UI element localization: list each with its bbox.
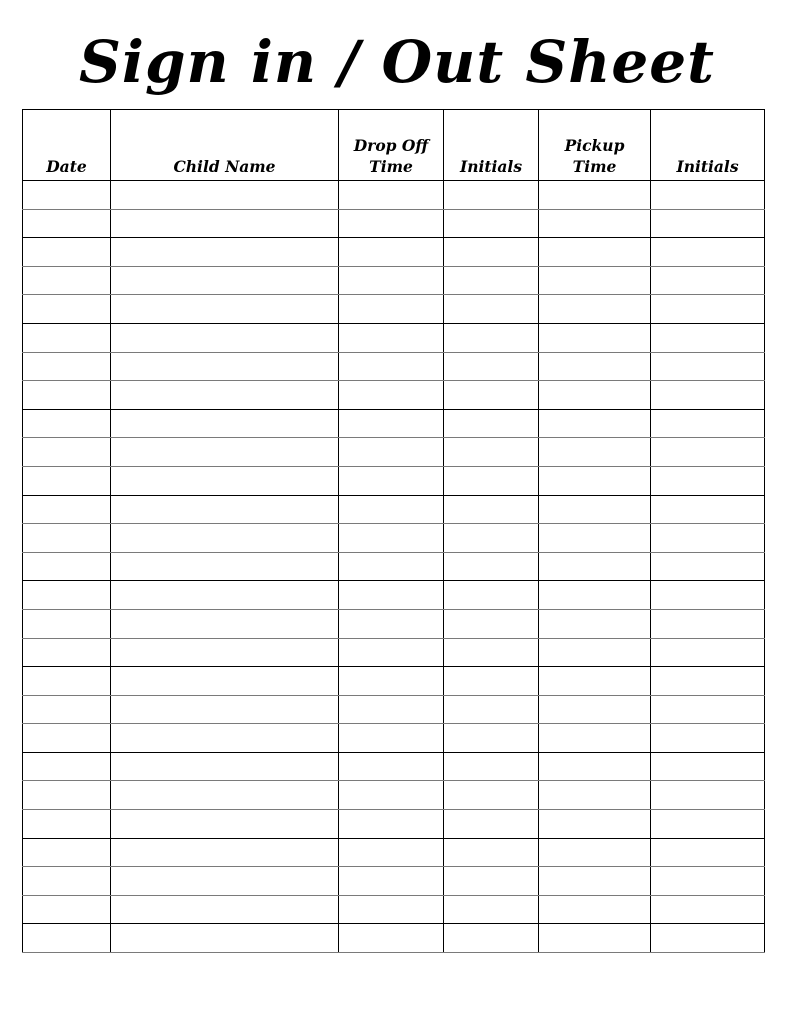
column-header-drop-off-time: Drop Off Time: [339, 110, 444, 181]
table-row: [23, 638, 765, 667]
cell-date[interactable]: [23, 552, 111, 581]
cell-date[interactable]: [23, 581, 111, 610]
cell-pickup-initials[interactable]: [651, 266, 765, 295]
cell-pickup-time[interactable]: [539, 352, 651, 381]
cell-pickup-time[interactable]: [539, 495, 651, 524]
cell-drop-off-time[interactable]: [339, 781, 444, 810]
cell-date[interactable]: [23, 181, 111, 210]
cell-pickup-time[interactable]: [539, 238, 651, 267]
cell-drop-off-initials[interactable]: [444, 295, 539, 324]
cell-pickup-initials[interactable]: [651, 867, 765, 896]
cell-drop-off-time[interactable]: [339, 638, 444, 667]
cell-pickup-time[interactable]: [539, 638, 651, 667]
cell-drop-off-initials[interactable]: [444, 524, 539, 553]
cell-pickup-initials[interactable]: [651, 781, 765, 810]
cell-child-name[interactable]: [111, 609, 339, 638]
cell-child-name[interactable]: [111, 752, 339, 781]
cell-drop-off-time[interactable]: [339, 810, 444, 839]
cell-drop-off-initials[interactable]: [444, 495, 539, 524]
cell-child-name[interactable]: [111, 695, 339, 724]
cell-child-name[interactable]: [111, 438, 339, 467]
table-row: [23, 181, 765, 210]
cell-drop-off-initials[interactable]: [444, 352, 539, 381]
cell-drop-off-time[interactable]: [339, 924, 444, 953]
cell-pickup-time[interactable]: [539, 895, 651, 924]
table-row: [23, 295, 765, 324]
cell-pickup-initials[interactable]: [651, 524, 765, 553]
cell-child-name[interactable]: [111, 924, 339, 953]
cell-child-name[interactable]: [111, 266, 339, 295]
table-row: [23, 352, 765, 381]
cell-pickup-time[interactable]: [539, 581, 651, 610]
cell-drop-off-time[interactable]: [339, 838, 444, 867]
table-row: [23, 867, 765, 896]
cell-pickup-time[interactable]: [539, 667, 651, 696]
cell-drop-off-time[interactable]: [339, 238, 444, 267]
cell-date[interactable]: [23, 924, 111, 953]
cell-date[interactable]: [23, 609, 111, 638]
cell-date[interactable]: [23, 238, 111, 267]
cell-pickup-time[interactable]: [539, 438, 651, 467]
cell-drop-off-time[interactable]: [339, 381, 444, 410]
table-row: [23, 524, 765, 553]
column-header-pickup-time: Pickup Time: [539, 110, 651, 181]
cell-drop-off-time[interactable]: [339, 181, 444, 210]
cell-child-name[interactable]: [111, 381, 339, 410]
cell-child-name[interactable]: [111, 238, 339, 267]
cell-child-name[interactable]: [111, 638, 339, 667]
cell-drop-off-time[interactable]: [339, 524, 444, 553]
cell-pickup-initials[interactable]: [651, 438, 765, 467]
cell-pickup-time[interactable]: [539, 524, 651, 553]
cell-pickup-time[interactable]: [539, 609, 651, 638]
cell-drop-off-initials[interactable]: [444, 466, 539, 495]
table-row: [23, 323, 765, 352]
cell-drop-off-initials[interactable]: [444, 724, 539, 753]
cell-drop-off-initials[interactable]: [444, 781, 539, 810]
cell-child-name[interactable]: [111, 295, 339, 324]
cell-drop-off-time[interactable]: [339, 552, 444, 581]
table-row: [23, 895, 765, 924]
cell-child-name[interactable]: [111, 867, 339, 896]
cell-pickup-initials[interactable]: [651, 181, 765, 210]
cell-date[interactable]: [23, 667, 111, 696]
table-row: [23, 810, 765, 839]
cell-pickup-time[interactable]: [539, 552, 651, 581]
cell-pickup-initials[interactable]: [651, 238, 765, 267]
table-row: [23, 438, 765, 467]
cell-pickup-time[interactable]: [539, 752, 651, 781]
table-row: [23, 752, 765, 781]
cell-pickup-time[interactable]: [539, 781, 651, 810]
cell-child-name[interactable]: [111, 352, 339, 381]
table-row: [23, 695, 765, 724]
cell-child-name[interactable]: [111, 495, 339, 524]
cell-pickup-initials[interactable]: [651, 609, 765, 638]
table-body: [23, 181, 765, 953]
table-row: [23, 724, 765, 753]
cell-date[interactable]: [23, 781, 111, 810]
cell-child-name[interactable]: [111, 409, 339, 438]
cell-drop-off-time[interactable]: [339, 609, 444, 638]
cell-child-name[interactable]: [111, 810, 339, 839]
cell-pickup-initials[interactable]: [651, 810, 765, 839]
cell-pickup-time[interactable]: [539, 323, 651, 352]
cell-pickup-time[interactable]: [539, 810, 651, 839]
cell-pickup-initials[interactable]: [651, 895, 765, 924]
cell-pickup-time[interactable]: [539, 381, 651, 410]
cell-pickup-initials[interactable]: [651, 409, 765, 438]
cell-pickup-time[interactable]: [539, 867, 651, 896]
cell-drop-off-time[interactable]: [339, 295, 444, 324]
table-row: [23, 609, 765, 638]
cell-drop-off-time[interactable]: [339, 438, 444, 467]
cell-date[interactable]: [23, 524, 111, 553]
cell-child-name[interactable]: [111, 838, 339, 867]
header-row: [23, 110, 765, 181]
table-row: [23, 209, 765, 238]
cell-date[interactable]: [23, 409, 111, 438]
cell-drop-off-time[interactable]: [339, 409, 444, 438]
cell-date[interactable]: [23, 638, 111, 667]
cell-pickup-time[interactable]: [539, 295, 651, 324]
cell-drop-off-time[interactable]: [339, 867, 444, 896]
table-row: [23, 552, 765, 581]
cell-date[interactable]: [23, 438, 111, 467]
cell-drop-off-time[interactable]: [339, 581, 444, 610]
cell-drop-off-initials[interactable]: [444, 838, 539, 867]
cell-drop-off-initials[interactable]: [444, 810, 539, 839]
column-header-date: Date: [23, 110, 111, 181]
cell-child-name[interactable]: [111, 552, 339, 581]
cell-drop-off-initials[interactable]: [444, 323, 539, 352]
cell-child-name[interactable]: [111, 781, 339, 810]
table-row: [23, 238, 765, 267]
cell-drop-off-initials[interactable]: [444, 552, 539, 581]
cell-date[interactable]: [23, 752, 111, 781]
cell-pickup-initials[interactable]: [651, 581, 765, 610]
cell-pickup-initials[interactable]: [651, 381, 765, 410]
cell-child-name[interactable]: [111, 323, 339, 352]
cell-drop-off-time[interactable]: [339, 466, 444, 495]
cell-pickup-initials[interactable]: [651, 924, 765, 953]
cell-drop-off-time[interactable]: [339, 323, 444, 352]
cell-pickup-initials[interactable]: [651, 209, 765, 238]
cell-drop-off-initials[interactable]: [444, 609, 539, 638]
column-header-drop-off-initials: Initials: [444, 110, 539, 181]
cell-pickup-time[interactable]: [539, 838, 651, 867]
cell-drop-off-initials[interactable]: [444, 895, 539, 924]
cell-pickup-time[interactable]: [539, 209, 651, 238]
cell-pickup-time[interactable]: [539, 924, 651, 953]
cell-date[interactable]: [23, 495, 111, 524]
cell-pickup-time[interactable]: [539, 695, 651, 724]
cell-drop-off-initials[interactable]: [444, 867, 539, 896]
cell-pickup-time[interactable]: [539, 466, 651, 495]
cell-drop-off-time[interactable]: [339, 495, 444, 524]
cell-child-name[interactable]: [111, 181, 339, 210]
cell-pickup-initials[interactable]: [651, 323, 765, 352]
cell-drop-off-initials[interactable]: [444, 695, 539, 724]
column-header-child-name: Child Name: [111, 110, 339, 181]
sign-in-out-table: [22, 109, 765, 953]
table-row: [23, 266, 765, 295]
cell-date[interactable]: [23, 323, 111, 352]
cell-child-name[interactable]: [111, 667, 339, 696]
cell-pickup-initials[interactable]: [651, 466, 765, 495]
cell-drop-off-initials[interactable]: [444, 581, 539, 610]
table-row: [23, 781, 765, 810]
table-row: [23, 924, 765, 953]
cell-date[interactable]: [23, 295, 111, 324]
cell-pickup-initials[interactable]: [651, 838, 765, 867]
cell-drop-off-initials[interactable]: [444, 438, 539, 467]
cell-date[interactable]: [23, 381, 111, 410]
cell-date[interactable]: [23, 266, 111, 295]
cell-drop-off-initials[interactable]: [444, 266, 539, 295]
cell-child-name[interactable]: [111, 895, 339, 924]
cell-date[interactable]: [23, 895, 111, 924]
cell-drop-off-initials[interactable]: [444, 238, 539, 267]
cell-child-name[interactable]: [111, 581, 339, 610]
table-row: [23, 495, 765, 524]
cell-pickup-time[interactable]: [539, 409, 651, 438]
cell-pickup-initials[interactable]: [651, 667, 765, 696]
cell-drop-off-time[interactable]: [339, 667, 444, 696]
cell-child-name[interactable]: [111, 466, 339, 495]
cell-pickup-initials[interactable]: [651, 752, 765, 781]
cell-pickup-initials[interactable]: [651, 724, 765, 753]
cell-pickup-time[interactable]: [539, 181, 651, 210]
column-header-pickup-initials: Initials: [651, 110, 765, 181]
cell-pickup-initials[interactable]: [651, 295, 765, 324]
page-title: Sign in / Out Sheet: [79, 28, 715, 96]
cell-pickup-initials[interactable]: [651, 552, 765, 581]
table-row: [23, 466, 765, 495]
cell-drop-off-initials[interactable]: [444, 667, 539, 696]
cell-drop-off-time[interactable]: [339, 352, 444, 381]
cell-child-name[interactable]: [111, 724, 339, 753]
cell-date[interactable]: [23, 695, 111, 724]
cell-drop-off-initials[interactable]: [444, 181, 539, 210]
cell-date[interactable]: [23, 466, 111, 495]
cell-drop-off-time[interactable]: [339, 895, 444, 924]
cell-drop-off-time[interactable]: [339, 752, 444, 781]
cell-drop-off-time[interactable]: [339, 266, 444, 295]
cell-drop-off-initials[interactable]: [444, 381, 539, 410]
table-row: [23, 409, 765, 438]
table-row: [23, 838, 765, 867]
table-row: [23, 667, 765, 696]
cell-pickup-initials[interactable]: [651, 638, 765, 667]
cell-drop-off-initials[interactable]: [444, 409, 539, 438]
cell-date[interactable]: [23, 724, 111, 753]
cell-pickup-time[interactable]: [539, 724, 651, 753]
cell-date[interactable]: [23, 209, 111, 238]
table-row: [23, 581, 765, 610]
cell-drop-off-initials[interactable]: [444, 752, 539, 781]
cell-pickup-initials[interactable]: [651, 695, 765, 724]
cell-date[interactable]: [23, 352, 111, 381]
cell-child-name[interactable]: [111, 524, 339, 553]
cell-drop-off-time[interactable]: [339, 209, 444, 238]
cell-child-name[interactable]: [111, 209, 339, 238]
cell-drop-off-initials[interactable]: [444, 638, 539, 667]
cell-pickup-time[interactable]: [539, 266, 651, 295]
cell-pickup-initials[interactable]: [651, 352, 765, 381]
cell-drop-off-time[interactable]: [339, 695, 444, 724]
cell-drop-off-time[interactable]: [339, 724, 444, 753]
cell-drop-off-initials[interactable]: [444, 924, 539, 953]
cell-date[interactable]: [23, 838, 111, 867]
cell-date[interactable]: [23, 867, 111, 896]
cell-pickup-initials[interactable]: [651, 495, 765, 524]
table-row: [23, 381, 765, 410]
cell-drop-off-initials[interactable]: [444, 209, 539, 238]
cell-date[interactable]: [23, 810, 111, 839]
